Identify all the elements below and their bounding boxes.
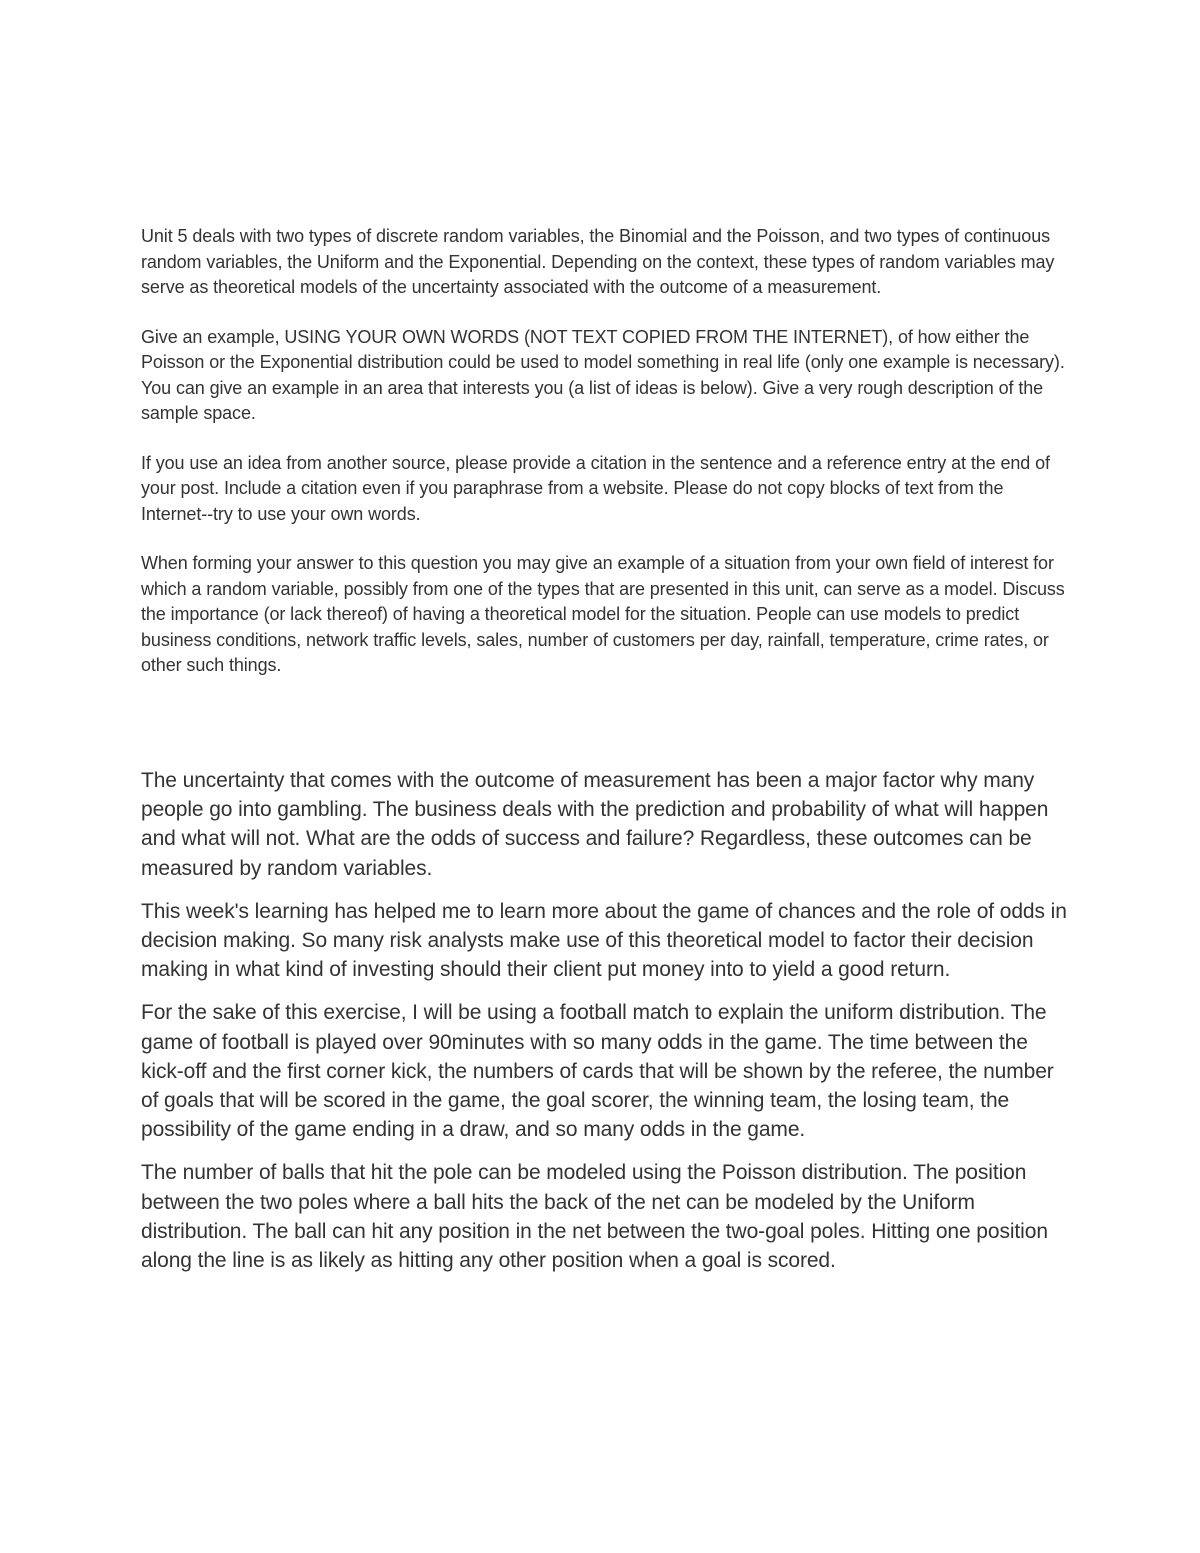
prompt-paragraph: Unit 5 deals with two types of discrete random variables, the Binomial and the Poisson, and two types of continuous random variables, the Uniform and the Exponential. Depending on the context, these types of random variables may serve as theoretical models of the uncertainty associated with the outcome of a measurement. <box>141 226 1055 297</box>
response-paragraph: The uncertainty that comes with the outcome of measurement has been a major factor why many people go into gambling. The business deals with the prediction and probability of what will happen and what will not. What are the odds of success and failure? Regardless, these outcomes can be measured by random variables. <box>141 769 1049 880</box>
prompt-paragraph: If you use an idea from another source, please provide a citation in the sentence and a reference entry at the end of your post. Include a citation even if you paraphrase from a website. Please do not copy blocks of text from the Internet--try to use your own words. <box>141 452 1050 524</box>
student-response <box>141 766 1071 1289</box>
response-paragraph: The number of balls that hit the pole can be modeled using the Poisson distribution. The position between the two poles where a ball hits the back of the net can be modeled by the Uniform distribution. The ball can hit any position in the net between the two-goal poles. Hitting one position along the line is as likely as hitting any other position when a goal is scored. <box>141 1161 1048 1273</box>
prompt-paragraph: Give an example, USING YOUR OWN WORDS (NOT TEXT COPIED FROM THE INTERNET), of how either the Poisson or the Exponential distribution could be used to model something in real life (only one example is necessary). You can give an example in an area that interests you (a list of ideas is below). Give a very rough description of the sample space. <box>141 326 1065 423</box>
prompt-paragraph: When forming your answer to this question you may give an example of a situation from your own field of interest for which a random variable, possibly from one of the types that are presented in this unit, can serve as a model. Discuss the importance (or lack thereof) of having a theoretical model for the situation. People can use models to predict business conditions, network traffic levels, sales, number of customers per day, rainfall, temperature, crime rates, or other such things. <box>141 553 1065 675</box>
response-paragraph: This week's learning has helped me to learn more about the game of chances and the role of odds in decision making. So many risk analysts make use of this theoretical model to factor their decision making in what kind of investing should their client put money into to yield a good return. <box>141 899 1067 982</box>
assignment-prompt <box>141 224 1071 703</box>
response-paragraph: For the sake of this exercise, I will be using a football match to explain the uniform distribution. The game of football is played over 90minutes with so many odds in the game. The time between the kick-off and the first corner kick, the numbers of cards that will be shown by the referee, the number of goals that will be scored in the game, the goal scorer, the winning team, the losing team, the possibility of the game ending in a draw, and so many odds in the game. <box>141 1001 1054 1142</box>
